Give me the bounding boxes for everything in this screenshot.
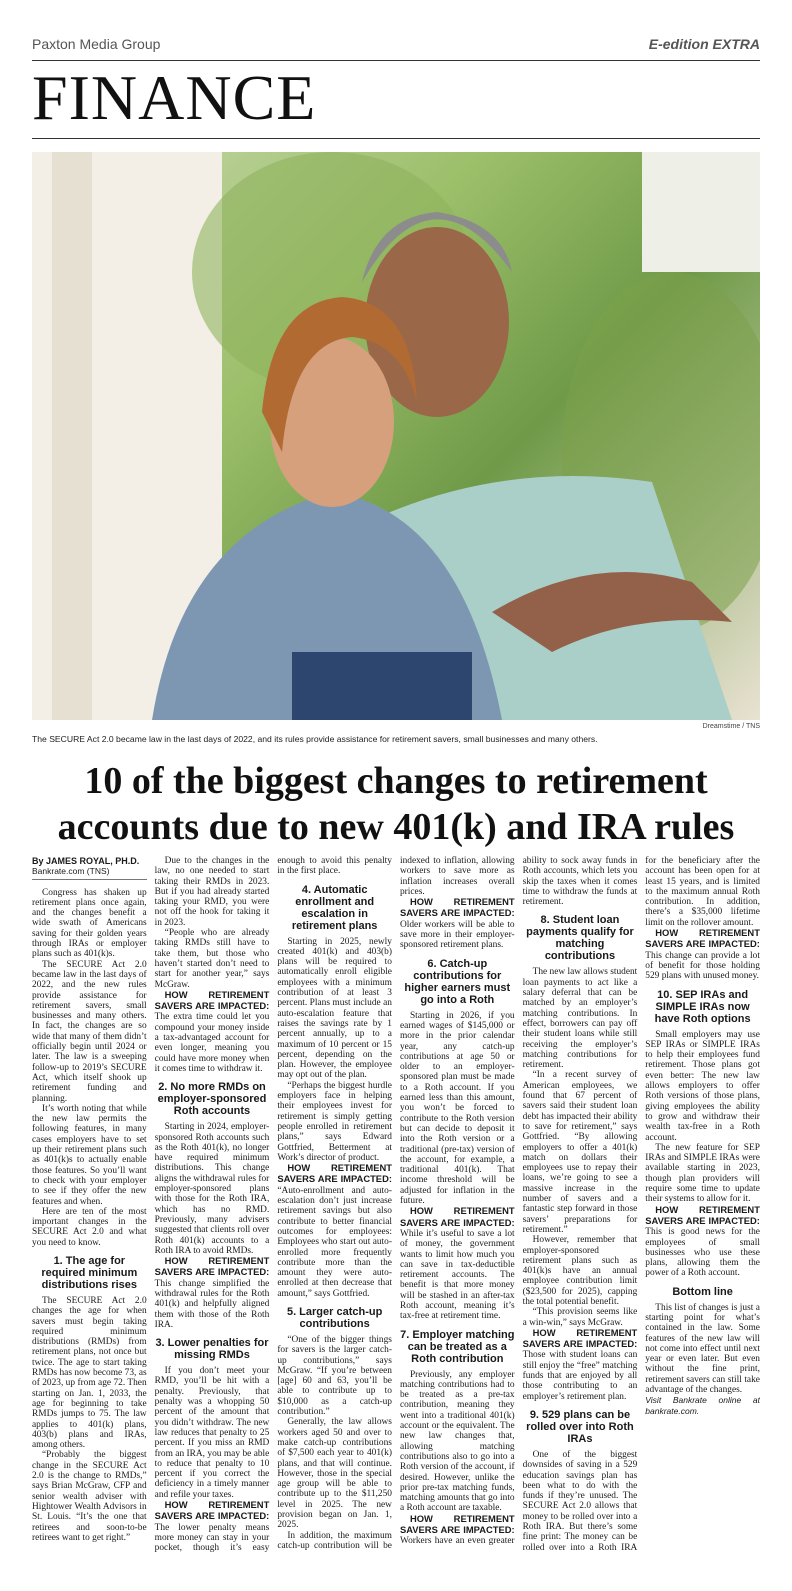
paragraph: “Probably the biggest change in the SECURE Act 2.0 is the change to RMDs,” says Brian McGraw, CFP and senior wealth adviser with Hightower Wealth Advisors in St. Louis. “It’s the one that retirees and soon-to-be retirees want to get right.” (32, 1450, 147, 1543)
impact-text: Older workers will be able to save more in their employer-sponsored retirement plans. (399, 919, 515, 951)
article-body (32, 856, 760, 1556)
paragraph: It’s worth noting that while the new law permits the following features, in many cases employers have to set up their retirement plans such as 401(k)s to actually enable those features. So you’ll want to check with your employer to see if they offer the new features and when. (32, 1103, 147, 1207)
impact-label: HOW RETIREMENT SAVERS ARE IMPACTED: (399, 896, 515, 919)
paragraph: Small employers may use SEP IRAs or SIMPLE IRAs to help their employees fund retirement. Those plans got even better: The new law allows employers to offer Roth versions of those plans, giving employees the ability to grow and withdraw their wealth tax-free in a Roth account. (645, 1029, 760, 1143)
paragraph: This list of changes is just a starting point for what’s contained in the law. Some features of the new law will not come into effect until next year or even later. But even without the fine print, retirement savers can still take advantage of the changes. (645, 1302, 760, 1396)
impact-text: This change can provide a lot of benefit for those holding 529 plans with unused money. (645, 950, 760, 982)
subhead: 4. Automatic enrollment and escalation in retirement plans (291, 883, 378, 932)
paragraph: The SECURE Act 2.0 changes the age for when savers must begin taking required minimum distributions (RMDs) from retirement plans, not once but twice. The age to start taking RMDs has now become 73, as of 2023, up from age 72. Then starting on Jan. 1, 2033, the age for beginning to take RMDs jumps to 75. The law applies to 401(k) plans, 403(b) plans and IRAs, among others. (32, 1295, 147, 1451)
impact-paragraph (400, 1206, 515, 1321)
impact-paragraph (645, 928, 760, 981)
impact-text: This is good news for the employees of small businesses who use these plans, allowing them the power of a Roth account. (645, 1227, 760, 1279)
impact-paragraph (155, 990, 270, 1074)
paragraph: “People who are already taking RMDs still have to take them, but those who haven’t started don’t need to start for another year,” says McGraw. (154, 928, 270, 990)
impact-text: “Auto-enrollment and auto-escalation don’t just increase retirement savings but also contribute to better financial outcomes for employees: Employees who start out auto-enrolled more frequently contribute more than the amount they were auto-enrolled at then decrease that amount,” says Gottfried. (277, 1185, 392, 1299)
paragraph: The SECURE Act 2.0 became law in the last days of 2022, and the new rules provide assistance for retirement savers, small businesses and many others. In fact, the changes are so wide that many of them didn’t officially begin until 2024 or later. The law is a sweeping follow-up to 2019’s SECURE Act, which itself shook up retirement funding and planning. (32, 959, 147, 1104)
paragraph: Here are ten of the most important changes in the SECURE Act 2.0 and what you need to know. (32, 1206, 147, 1248)
subhead: 5. Larger catch-up contributions (286, 1305, 383, 1330)
impact-label: HOW RETIREMENT SAVERS ARE IMPACTED: (645, 1203, 760, 1226)
impact-label: HOW RETIREMENT SAVERS ARE IMPACTED: (399, 1512, 515, 1536)
paragraph: Due to the changes in the law, no one needed to start taking their RMDs in 2023. But if you had already started taking your RMD, you were not off the hook for taking it in 2023. (154, 856, 270, 928)
paragraph: Starting in 2024, employer-sponsored Roth accounts such as the Roth 401(k), no longer have required minimum distributions. This change aligns the withdrawal rules for employer-sponsored plans with those for the Roth IRA, which has no RMD. Previously, many advisers suggested that clients roll over Roth 401(k) accounts to a Roth IRA to avoid RMDs. (154, 1122, 270, 1256)
article-headline: 10 of the biggest changes to retirement accounts due to new 401(k) and IRA rules (57, 760, 735, 848)
subhead: 1. The age for required minimum distributions rises (41, 1254, 138, 1291)
paragraph: Starting in 2025, newly created 401(k) and 403(b) plans will be required to automatically enroll eligible employees with a minimum contribution of at least 3 percent. Plans must include an auto-escalation feature that raises the savings rate by 1 percent annually, up to a maximum of 10 percent or 15 percent, depending on the plan. However, the employee may opt out of the plan. (277, 936, 392, 1081)
paragraph: “This provision seems like a win-win,” says McGraw. (522, 1307, 638, 1328)
impact-label: HOW RETIREMENT SAVERS ARE IMPACTED: (154, 1255, 270, 1278)
paragraph: However, remember that employer-sponsored retirement plans such as 401(k)s have an annual employee contribution limit ($23,500 for 2025), capping the total potential benefit. (522, 1235, 638, 1307)
subhead: 9. 529 plans can be rolled over into Roth IRAs (526, 1408, 634, 1445)
paragraph: “In a recent survey of American employees, we found that 67 percent of savers said their student loan debt has impacted their ability to save for retirement,” says Gottfried. “By allowing employers to offer a 401(k) match on dollars their employees use to repay their loans, we’re going to see a massive increase in the number of savers and a fantastic step forward in those savers’ preparations for retirement.” (522, 1070, 638, 1235)
impact-label: HOW RETIREMENT SAVERS ARE IMPACTED: (399, 1205, 515, 1228)
photo-caption: The SECURE Act 2.0 became law in the last days of 2022, and its rules provide assistance for retirement savers, small businesses and many others. (32, 734, 598, 744)
impact-text: Workers have an even greater ability to sock away funds in Roth accounts, which lets you skip the taxes when it comes time to withdraw the funds at retirement. (399, 856, 638, 1547)
paragraph: “One of the bigger things for savers is the larger catch-up contributions,” says McGraw. “If you’re between [age] 60 and 63, you’ll be able to contribute up to $10,000 as a catch-up contribution.” (277, 1334, 392, 1418)
impact-text: This change simplified the withdrawal rules for the Roth 401(k) and helpfully aligned them with those of the Roth IRA. (154, 1278, 270, 1330)
paragraph: One of the biggest downsides of saving in a 529 education savings plan has been what to do with the funds if they’re unused. The SECURE Act 2.0 allows that money to be rolled over into a Roth IRA. But there’s some fine print: The money can be rolled over into a Roth IRA for the beneficiary after the account has been open for at least 15 years, and is limited to the maximum annual Roth contribution. In addition, there’s a $35,000 lifetime limit on the rollover amount. (522, 856, 760, 1553)
paragraph: The new feature for SEP IRAs and SIMPLE IRAs were available starting in 2023, though plan providers will require some time to update their systems to allow for it. (645, 1142, 760, 1205)
paragraph: In addition, the maximum catch-up contribution will be indexed to inflation, allowing workers to save more as inflation increases overall prices. (277, 856, 515, 1551)
impact-label: HOW RETIREMENT SAVERS ARE IMPACTED: (277, 1162, 392, 1185)
paragraph: The new law allows student loan payments to act like a salary deferral that can be matched by an employer’s matching contributions. In effect, borrowers can pay off their student loans while still receiving the employer’s matching contributions for retirement. (522, 967, 638, 1071)
impact-text: While it’s useful to save a lot of money, the government wants to limit how much you can save in tax-deductible retirement accounts. The benefit is that more money will be stashed in an after-tax Roth account, meaning it’s tax-free at retirement time. (399, 1228, 515, 1322)
paragraph: Generally, the law allows workers aged 50 and over to make catch-up contributions of $7,500 each year to 401(k) plans, and that will continue. However, those in the special age group will be able to contribute up to the $11,250 level in 2025. The new provision began on Jan. 1, 2025. (277, 1417, 392, 1531)
couple-photo-illustration (32, 152, 760, 720)
brand-name: Paxton Media Group (32, 36, 161, 52)
impact-text: The lower penalty means more money can stay in your pocket, though it’s easy enough to avoid this penalty in the first place. (154, 856, 392, 1554)
paragraph: Congress has shaken up retirement plans once again, and the changes benefit a wide swath of Americans saving for their golden years through IRAs or employer plans such as 401(k)s. (32, 887, 147, 960)
subhead: 6. Catch-up contributions for higher earners must go into a Roth (404, 957, 511, 1006)
paragraph: If you don’t meet your RMD, you’ll be hit with a penalty. Previously, that penalty was a whopping 50 percent of the amount that you didn’t withdraw. The new law reduces that penalty to 25 percent. If you miss an RMD from an IRA, you may be able to reduce that penalty to 10 percent if you correct the deficiency in a timely manner and refile your taxes. (154, 1366, 270, 1500)
byline-source: Bankrate.com (TNS) (32, 866, 147, 879)
impact-label: HOW RETIREMENT SAVERS ARE IMPACTED: (154, 1499, 270, 1522)
impact-label: HOW RETIREMENT SAVERS ARE IMPACTED: (645, 927, 760, 950)
subhead: 8. Student loan payments qualify for matching contributions (526, 914, 634, 963)
byline: By JAMES ROYAL, PH.D. (32, 856, 140, 866)
impact-paragraph (277, 1163, 392, 1299)
impact-text: The extra time could let you compound your money inside a tax-advantaged account for even longer, meaning you could have more money when it comes time to withdraw it. (154, 1012, 270, 1074)
impact-paragraph (400, 897, 515, 950)
paragraph: “Perhaps the biggest hurdle employers face in helping their employees invest for retirement is simply getting people enrolled in retirement plans,” says Edward Gottfried, Betterment at Work’s director of product. (277, 1080, 392, 1163)
masthead (32, 36, 760, 58)
section-title: FINANCE (32, 62, 317, 133)
impact-label: HOW RETIREMENT SAVERS ARE IMPACTED: (522, 1326, 638, 1350)
impact-label: HOW RETIREMENT SAVERS ARE IMPACTED: (154, 988, 270, 1012)
impact-text: Those with student loans can still enjoy the “free” matching funds that are enjoyed by all those contributing to an employer’s retirement plan. (522, 1350, 638, 1402)
paragraph: Previously, any employer matching contributions had to be treated as a pre-tax contribution, meaning they went into a traditional 401(k) account or the equivalent. The new law changes that, allowing matching contributions also to go into a Roth version of the account, if desired. However, unlike the prior pre-tax matching funds, matching amounts that go into a Roth account are taxable. (399, 1369, 515, 1514)
section-rule (32, 138, 760, 139)
couple-photo (32, 152, 760, 720)
edition-label: E-edition EXTRA (648, 36, 760, 52)
impact-paragraph (523, 1328, 638, 1402)
subhead: 10. SEP IRAs and SIMPLE IRAs now have Roth options (654, 988, 751, 1025)
subhead: 2. No more RMDs on employer-sponsored Roth accounts (157, 1081, 267, 1118)
subhead: Bottom line (672, 1285, 733, 1298)
paragraph: Starting in 2026, if you earned wages of $145,000 or more in the prior calendar year, any catch-up contributions at age 50 or older to an employer-sponsored plan must be made to a Roth account. If you earned less than this amount, you won’t be forced to contribute to the Roth version but can decide to deposit it into the Roth version or a traditional (pre-tax) version of the account, for example, a traditional 401(k). That income threshold will be adjusted for inflation in the future. (399, 1010, 515, 1207)
subhead: 3. Lower penalties for missing RMDs (155, 1337, 269, 1362)
signoff: Visit Bankrate online at bankrate.com. (645, 1395, 760, 1416)
masthead-rule (32, 60, 760, 61)
impact-paragraph (645, 1205, 760, 1279)
impact-paragraph (155, 1256, 270, 1330)
subhead: 7. Employer matching can be treated as a Roth contribution (400, 1328, 515, 1365)
photo-credit: Dreamstime / TNS (702, 723, 760, 730)
